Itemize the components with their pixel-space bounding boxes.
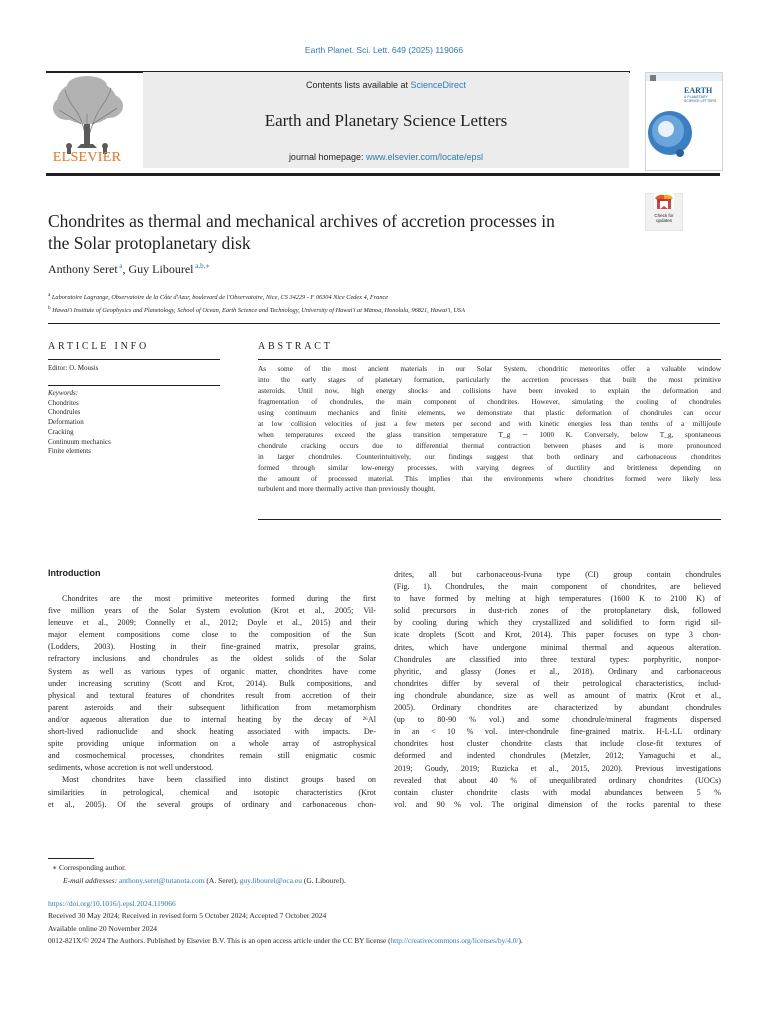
author-separator: , bbox=[122, 262, 129, 276]
abstract-rule-bottom bbox=[258, 519, 721, 520]
intro-left-column bbox=[48, 593, 376, 811]
homepage-prefix: journal homepage: bbox=[288, 152, 366, 162]
email-line bbox=[63, 875, 346, 886]
homepage-line bbox=[143, 152, 629, 162]
body-text-line: and cosmochemical processes, chondrites remain still enigmatic cosmic bbox=[48, 751, 376, 761]
abstract-rule-top bbox=[258, 359, 721, 360]
license-line bbox=[48, 935, 728, 946]
body-text-line: drites, which have undergone minimal thermal and aqueous alteration. bbox=[394, 642, 721, 652]
footnote-rule bbox=[48, 858, 94, 859]
article-info-rule-1 bbox=[48, 359, 220, 360]
intro-right-column bbox=[394, 569, 721, 811]
received-dates: Received 30 May 2024; Received in revised form 5 October 2024; Accepted 7 October 2024 bbox=[48, 911, 327, 920]
body-text-line: by cooling during which they crystallized and solidified to form rigid sil- bbox=[394, 618, 721, 628]
keywords-label: Keywords: bbox=[48, 389, 79, 397]
affiliation-b bbox=[48, 303, 728, 316]
abstract-line: at low collision velocities of just a few meters per second and with kinetic energies less than tenths of a millijoule bbox=[258, 418, 721, 428]
body-text-line: solid precursors in dust-rich zones of the protoplanetary disk, followed bbox=[394, 606, 721, 616]
keyword-item: Deformation bbox=[48, 418, 84, 427]
email-libourel-link[interactable]: guy.libourel@oca.eu bbox=[239, 876, 302, 885]
title-block-divider bbox=[48, 323, 720, 324]
article-info-rule-2 bbox=[48, 385, 220, 386]
body-text-line: ing chondrule abundance, size as well as amount of matrix (Krot et al., bbox=[394, 690, 721, 700]
cover-title-sub bbox=[684, 95, 716, 103]
body-text-line: Chondrules are classified into three textural types: porphyritic, nonpor- bbox=[394, 654, 721, 664]
body-text-line: revealed that about 40 % of unequilibrated ordinary chondrites (UOCs) bbox=[394, 775, 721, 785]
affiliations bbox=[48, 290, 728, 316]
body-text-line: spite providing unique information on a whole array of astrophysical bbox=[48, 739, 376, 749]
keyword-item: Chondrules bbox=[48, 408, 81, 417]
intro-paragraph-3 bbox=[394, 569, 721, 811]
body-text-line: chondrites differ by several of their petrological characteristics, includ- bbox=[394, 678, 721, 688]
body-text-line: (Lodders, 2003). Hosting in their fine-grained matrix, presolar grains, bbox=[48, 642, 376, 652]
cover-title-science-letters: SCIENCE LETTERS bbox=[684, 99, 717, 103]
author-libourel-affil[interactable] bbox=[194, 262, 211, 270]
available-online: Available online 20 November 2024 bbox=[48, 924, 157, 933]
abstract-line: formed through similar low-energy processes, with varying degrees of ductility and brittleness depending on bbox=[258, 462, 721, 472]
abstract-line: the amount of processed material. This implies that the environments where chondrites formed were likely less bbox=[258, 473, 721, 483]
abstract-line: turbulent and more thermally active than previously thought. bbox=[258, 484, 436, 494]
cover-title-planetary: & PLANETARY bbox=[684, 95, 708, 99]
affiliation-a-marker: a bbox=[48, 292, 51, 298]
journal-title: Earth and Planetary Science Letters bbox=[264, 111, 508, 130]
email-label: E-mail addresses: bbox=[63, 876, 119, 885]
body-text-line: vol. and 90 % vol. The original dimension of the rocks parental to these bbox=[394, 799, 721, 809]
corresponding-author-note: ∗ Corresponding author. bbox=[52, 863, 127, 872]
abstract-body bbox=[258, 364, 721, 495]
body-text-line: similarities in petrological, chemical and isotopic characteristics (Krot bbox=[48, 787, 376, 797]
abstract-line: asteroids. Until now, high energy shocks and collisions have been invoked to explain the deformation and bbox=[258, 385, 721, 395]
body-text-line: deformed and indented chondrules (Metzler, 2012; Yamaguchi et al., bbox=[394, 751, 721, 761]
author-libourel-sup[interactable]: a,b,∗ bbox=[195, 262, 211, 270]
body-text-line: 2005). Ordinary chondrites are characterized by abundant chondrules bbox=[394, 703, 721, 713]
editor-line: Editor: O. Mousis bbox=[48, 364, 99, 372]
body-text-line: to have formed by melting at high temperatures (1600 K to 2100 K) of bbox=[394, 594, 721, 604]
keyword-item: Continuum mechanics bbox=[48, 437, 111, 446]
sciencedirect-link[interactable]: ScienceDirect bbox=[410, 80, 467, 90]
check-label-line2: updates bbox=[655, 218, 672, 223]
homepage-link[interactable]: www.elsevier.com/locate/epsl bbox=[366, 152, 484, 162]
affiliation-b-marker: b bbox=[48, 305, 51, 312]
email-libourel-who: (G. Libourel). bbox=[301, 876, 346, 885]
keywords-block bbox=[48, 389, 220, 457]
cover-title-earth: EARTH bbox=[684, 86, 713, 95]
affiliation-b-text: Hawai'i Institute of Geophysics and Planetology, School of Ocean, Earth Science and Technology, University of Hawai'i at Mānoa, Honolulu, 96821, Hawai'i, USA bbox=[52, 307, 465, 315]
elsevier-wordmark[interactable]: ELSEVIER bbox=[52, 150, 122, 165]
body-text-line: 2019; Goudy, 2019; Ruzicka et al., 2015, 2020). Previous investigations bbox=[394, 763, 721, 773]
affiliation-a bbox=[48, 290, 728, 303]
email-seret-who: (A. Seret), bbox=[204, 876, 240, 885]
author-seret-sup[interactable]: a bbox=[119, 262, 123, 270]
body-text-line: chondrites host cluster chondrite clasts that include close-fit textures of bbox=[394, 739, 721, 749]
abstract-line: As some of the most ancient materials in our Solar System, chondritic meteorites offer a valuable window bbox=[258, 364, 721, 373]
body-text-line: under increasing scrutiny (Scott and Krot, 2014). Bulk compositions, and bbox=[48, 678, 376, 688]
body-text-line: Most chondrites have been classified into distinct groups based on bbox=[62, 775, 376, 785]
body-text-line: major element compositions come close to the composition of the Sun bbox=[48, 630, 376, 640]
check-for-updates-badge[interactable] bbox=[645, 193, 683, 231]
body-text-line: Chondrites are the most primitive meteorites formed during the first bbox=[62, 594, 376, 603]
body-text-line: icate droplets (Scott and Krot, 2014). This paper focuses on type 3 chon- bbox=[394, 630, 721, 640]
license-suffix: ). bbox=[518, 936, 523, 945]
title-line-2: the Solar protoplanetary disk bbox=[48, 233, 251, 253]
body-text-line: in an < 10 % vol. inter-chondrule fine-grained matrix. H-L-LL ordinary bbox=[394, 727, 721, 737]
license-link[interactable]: http://creativecommons.org/licenses/by/4.0/ bbox=[390, 936, 519, 945]
body-text-line: leneuve et al., 2009; Connelly et al., 2012; Doyle et al., 2015) and their bbox=[48, 618, 376, 628]
abstract-heading: ABSTRACT bbox=[258, 341, 333, 352]
introduction-heading: Introduction bbox=[48, 568, 101, 578]
body-text-line: short-lived radionuclide and shock heating associated with impacts. De- bbox=[48, 727, 376, 737]
abstract-line: using continuum mechanics and finite elements, we demonstrate that plastic deformation of chondrules can occur bbox=[258, 407, 721, 417]
license-prefix: 0012-821X/© 2024 The Authors. Published by Elsevier B.V. This is an open access article under the CC BY license ( bbox=[48, 936, 391, 945]
author-seret[interactable]: Anthony Seret bbox=[48, 262, 118, 276]
journal-reference-link[interactable]: Earth Planet. Sci. Lett. 649 (2025) 119066 bbox=[304, 45, 464, 55]
body-text-line: contain cluster chondrite clasts with modal abundances between 5 % bbox=[394, 787, 721, 797]
abstract-line: chondrule cracking occurs due to differential thermal contraction between phases and is more pronounced bbox=[258, 440, 721, 450]
paper-title bbox=[48, 210, 628, 254]
body-text-line: and/or aqueous alteration due to internal heating by the decay of ²⁶Al bbox=[48, 714, 376, 724]
article-info-heading: ARTICLE INFO bbox=[48, 341, 150, 352]
abstract-line: when temperatures exceed the glass transition temperature T_g ∼ 1000 K. Conversely, below T_g, spontaneous bbox=[258, 429, 721, 439]
header-bottom-rule bbox=[46, 173, 720, 176]
body-text-line: (Fig. 1). Chondrules, the main component of chondrites, are believed bbox=[394, 582, 721, 592]
check-for-updates-label bbox=[645, 213, 683, 223]
email-seret-link[interactable]: anthony.seret@tutanota.com bbox=[118, 876, 205, 885]
affiliation-a-text: Laboratoire Lagrange, Observatoire de la Côte d'Azur, boulevard de l'Observatoire, Nice, CS 34229 - F 06304 Nice Cedex 4, France bbox=[51, 294, 389, 302]
body-text-line: System as well as various types of organic matter, chondrites have come bbox=[48, 666, 376, 676]
check-label-line1: Check for bbox=[654, 213, 674, 218]
title-line-1: Chondrites as thermal and mechanical archives of accretion processes in bbox=[48, 211, 555, 231]
intro-paragraph-1 bbox=[48, 593, 376, 774]
body-text-line: parent asteroids and their subsequent lithification from metamorphism bbox=[48, 702, 376, 712]
body-text-line: physical and textural features of chondrites result from accretion of their bbox=[48, 690, 376, 700]
contents-prefix: Contents lists available at bbox=[305, 80, 411, 90]
abstract-line: fragmentation of chondrules, the main component of chondrites. However, simulating the cooling of chondrules bbox=[258, 396, 721, 406]
abstract-line: in larger chondrules. Counterintuitively, our findings suggest that both ordinary and carbonaceous chondrites bbox=[258, 451, 721, 461]
body-text-line: sediments, whose accretion is not well understood. bbox=[48, 763, 214, 773]
body-text-line: et al., 2005). Of the several groups of ordinary and carbonaceous chon- bbox=[48, 799, 376, 809]
journal-cover-thumbnail[interactable] bbox=[645, 72, 723, 171]
keyword-item: Finite elements bbox=[48, 447, 91, 456]
author-list bbox=[48, 262, 210, 277]
author-libourel[interactable]: Guy Libourel bbox=[128, 262, 194, 276]
body-text-line: refractory inclusions and chondrules as the oldest solids of the Solar bbox=[48, 654, 376, 664]
contents-line bbox=[143, 80, 629, 90]
doi-link[interactable]: https://doi.org/10.1016/j.epsl.2024.119066 bbox=[48, 899, 176, 908]
intro-paragraph-2 bbox=[48, 774, 376, 810]
keyword-item: Chondrites bbox=[48, 398, 79, 407]
keyword-item: Cracking bbox=[48, 427, 74, 436]
abstract-line: into the early stages of planetary formation, particularly the accretion processes that built the most primitive bbox=[258, 374, 721, 384]
body-text-line: five million years of the Solar System evolution (Krot et al., 2005; Vil- bbox=[48, 606, 376, 616]
body-text-line: drites, all but carbonaceous-Ivuna type (CI) group contain chondrules bbox=[394, 570, 721, 579]
body-text-line: (up to 80-90 % vol.) and some chondrule/mineral fragments dispersed bbox=[394, 715, 721, 725]
body-text-line: phyritic, and glassy (Jones et al., 2018). Ordinary and carbonaceous bbox=[394, 666, 721, 676]
